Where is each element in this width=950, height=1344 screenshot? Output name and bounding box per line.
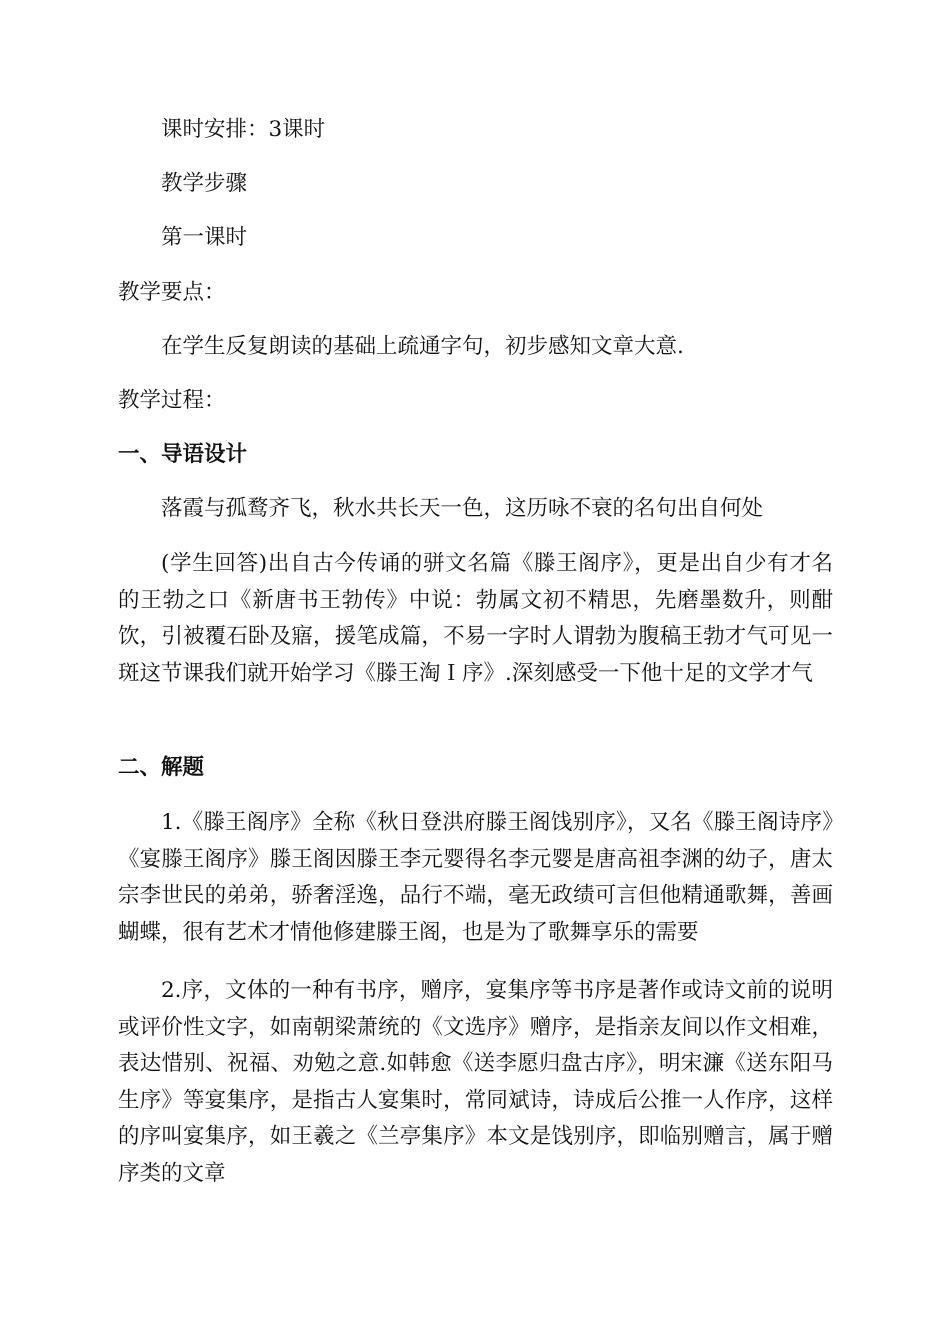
section1-line1: 落霞与孤鹜齐飞，秋水共长天一色，这历咏不衰的名句出自何处 bbox=[161, 496, 764, 521]
lesson-hours: 课时安排：3课时 bbox=[161, 117, 326, 142]
first-lesson: 第一课时 bbox=[161, 225, 248, 250]
section2-heading: 二、解题 bbox=[118, 755, 205, 780]
key-points-label: 教学要点： bbox=[118, 280, 226, 305]
section2-paragraph-2: 2.序，文体的一种有书序，赠序，宴集序等书序是著作或诗文前的说明或评价性文字，如南朝梁萧统的《文选序》赠序，是指亲友间以作文相难，表达惜别、祝福、劝勉之意.如韩愈《送李愿归盘古序》，明宋濂《送东阳马生序》等宴集序，是指古人宴集时，常同斌诗，诗成后公推一人作序，这样的序叫宴集序，如王羲之《兰亭集序》本文是饯别序，即临别赠言，属于赠序类的文章 bbox=[118, 978, 833, 1186]
section2-paragraph-1: 1.《滕王阁序》全称《秋日登洪府滕王阁饯别序》，又名《滕王阁诗序》《宴滕王阁序》滕王阁因滕王李元婴得名李元婴是唐高祖李渊的幼子，唐太宗李世民的弟弟，骄奢淫逸，品行不端，毫无政绩可言但他精通歌舞，善画蝴蝶，很有艺术才情他修建滕王阁，也是为了歌舞享乐的需要 bbox=[118, 810, 833, 945]
key-points-text: 在学生反复朗读的基础上疏通字句，初步感知文章大意. bbox=[161, 334, 684, 359]
section1-paragraph: (学生回答)出自古今传诵的骈文名篇《滕王阁序》，更是出自少有才名的王勃之口《新唐书王勃传》中说：勃属文初不精思，先磨墨数升，则酣饮，引被覆石卧及寤，援笔成篇，不易一字时人谓勃为腹稿王勃才气可见一斑这节课我们就开始学习《滕王淘Ｉ序》.深刻感受一下他十足的文学才气 bbox=[118, 551, 833, 686]
teaching-steps: 教学步骤 bbox=[161, 171, 248, 196]
process-label: 教学过程： bbox=[118, 388, 226, 413]
section1-heading: 一、导语设计 bbox=[118, 442, 248, 467]
